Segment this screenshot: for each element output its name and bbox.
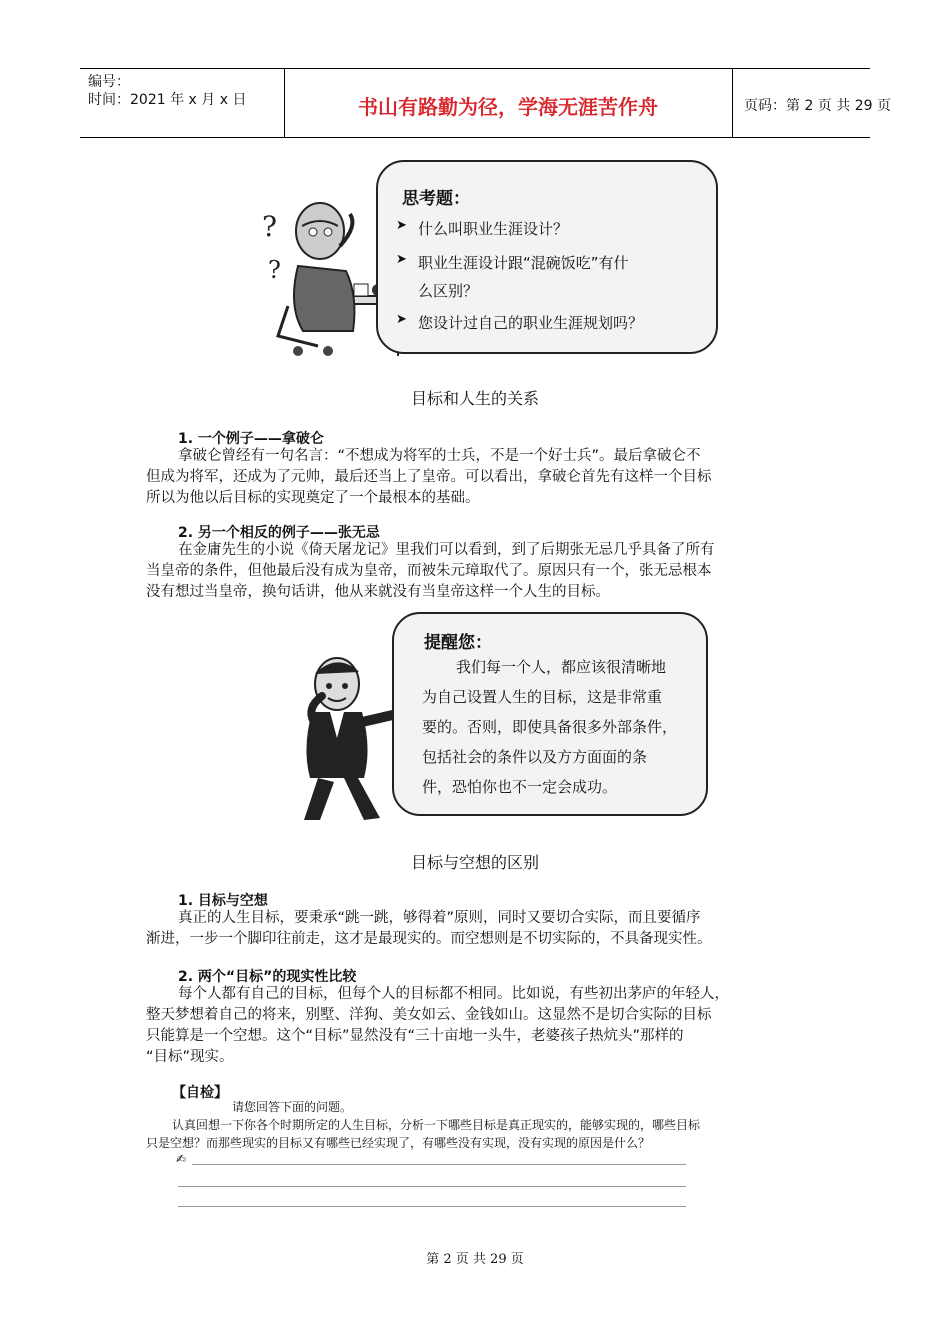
subheading-two-goals: 2. 两个“目标”的现实性比较 [178,969,357,985]
reminder-title: 提醒您： [424,633,492,653]
reminder-box [392,612,708,816]
header-meta [80,69,285,137]
header-motto: 书山有路勤为径，学海无涯苦作舟 [358,95,658,119]
bullet-arrow-icon: ➤ [396,252,407,267]
self-check-title: 【自检】 [172,1085,228,1101]
reminder-line-1: 我们每一个人，都应该很清晰地 [456,658,667,676]
bullet-arrow-icon: ➤ [396,218,407,233]
think-question-2: ➤ 职业生涯设计跟“混碗饭吃”有什 [396,252,629,272]
svg-text:?: ? [268,256,281,284]
reminder-line-3: 要的。否则，即使具备很多外部条件， [422,718,678,736]
answer-line-3[interactable] [178,1206,686,1207]
doc-number-label: 编号： [88,74,130,90]
paragraph-zhang-wuji: 在金庸先生的小说《倚天屠龙记》里我们可以看到，到了后期张无忌几乎具备了所有 当皇帝的条件，但他最后没有成为皇帝，而被朱元璋取代了。原因只有一个，张无忌根本 没有想过当皇帝，换句话讲，他从来就没有当皇帝这样一个人生的目标。 [146,542,715,600]
section-title-goals-life: 目标和人生的关系 [410,389,539,408]
subheading-napoleon: 1. 一个例子——拿破仑 [178,431,324,447]
think-question-box [376,160,718,354]
answer-line-2[interactable] [178,1186,686,1187]
bullet-arrow-icon: ➤ [396,312,407,327]
reminder-line-5: 件，恐怕你也不一定会成功。 [422,778,618,796]
pen-icon: ✍ [176,1152,187,1166]
think-question-3: ➤ 您设计过自己的职业生涯规划吗？ [396,312,644,332]
svg-text:?: ? [262,210,278,243]
header-page-cell [732,69,891,137]
page-header [80,68,891,138]
header-page-label: 页码：第 2 页 共 29 页 [744,98,891,114]
paragraph-goal-and-fantasy: 真正的人生目标，要秉承“跳一跳，够得着”原则，同时又要切合实际，而且要循序 渐进，一步一个脚印往前走，这才是最现实的。而空想则是不切实际的，不具备现实性。 [146,910,712,947]
paragraph-napoleon: 拿破仑曾经有一句名言：“不想成为将军的士兵，不是一个好士兵”。最后拿破仑不 但成为将军，还成为了元帅，最后还当上了皇帝。可以看出，拿破仑首先有这样一个目标 所以为他以后目标的实现奠定了一个最根本的基础。 [146,448,712,506]
section-title-goal-vs-fantasy: 目标与空想的区别 [410,853,539,872]
reminder-line-2: 为自己设置人生的目标，这是非常重 [422,688,663,706]
reminder-line-4: 包括社会的条件以及方方面面的条 [422,748,648,766]
think-question-2-cont: 么区别？ [418,282,479,300]
page-footer: 第 2 页 共 29 页 [426,1252,524,1267]
self-check-question-line-1: 认真回想一下你各个时期所定的人生目标，分析一下哪些目标是真正现实的，能够实现的，哪些目标 [172,1118,701,1132]
self-check-question-line-2: 只是空想？而那些现实的目标又有哪些已经实现了，有哪些没有实现，没有实现的原因是什么？ [146,1136,651,1150]
think-box-title: 思考题： [402,189,470,209]
subheading-goal-and-fantasy: 1. 目标与空想 [178,893,268,909]
header-motto-cell [284,69,733,137]
think-question-1: ➤ 什么叫职业生涯设计？ [396,218,569,238]
self-check-prompt: 请您回答下面的问题。 [232,1100,353,1114]
answer-line-1[interactable] [192,1164,686,1165]
subheading-zhang-wuji: 2. 另一个相反的例子——张无忌 [178,525,380,541]
paragraph-two-goals: 每个人都有自己的目标，但每个人的目标都不相同。比如说，有些初出茅庐的年轻人， 整天梦想着自己的将来，别墅、洋狗、美女如云、金钱如山。这显然不是切合实际的目标 只能算是一个空想。这个“目标”显然没有“三十亩地一头牛，老婆孩子热炕头”那样的 “目标”现实。 [146,986,729,1065]
doc-time-label: 时间：2021 年 x 月 x 日 [88,92,247,108]
